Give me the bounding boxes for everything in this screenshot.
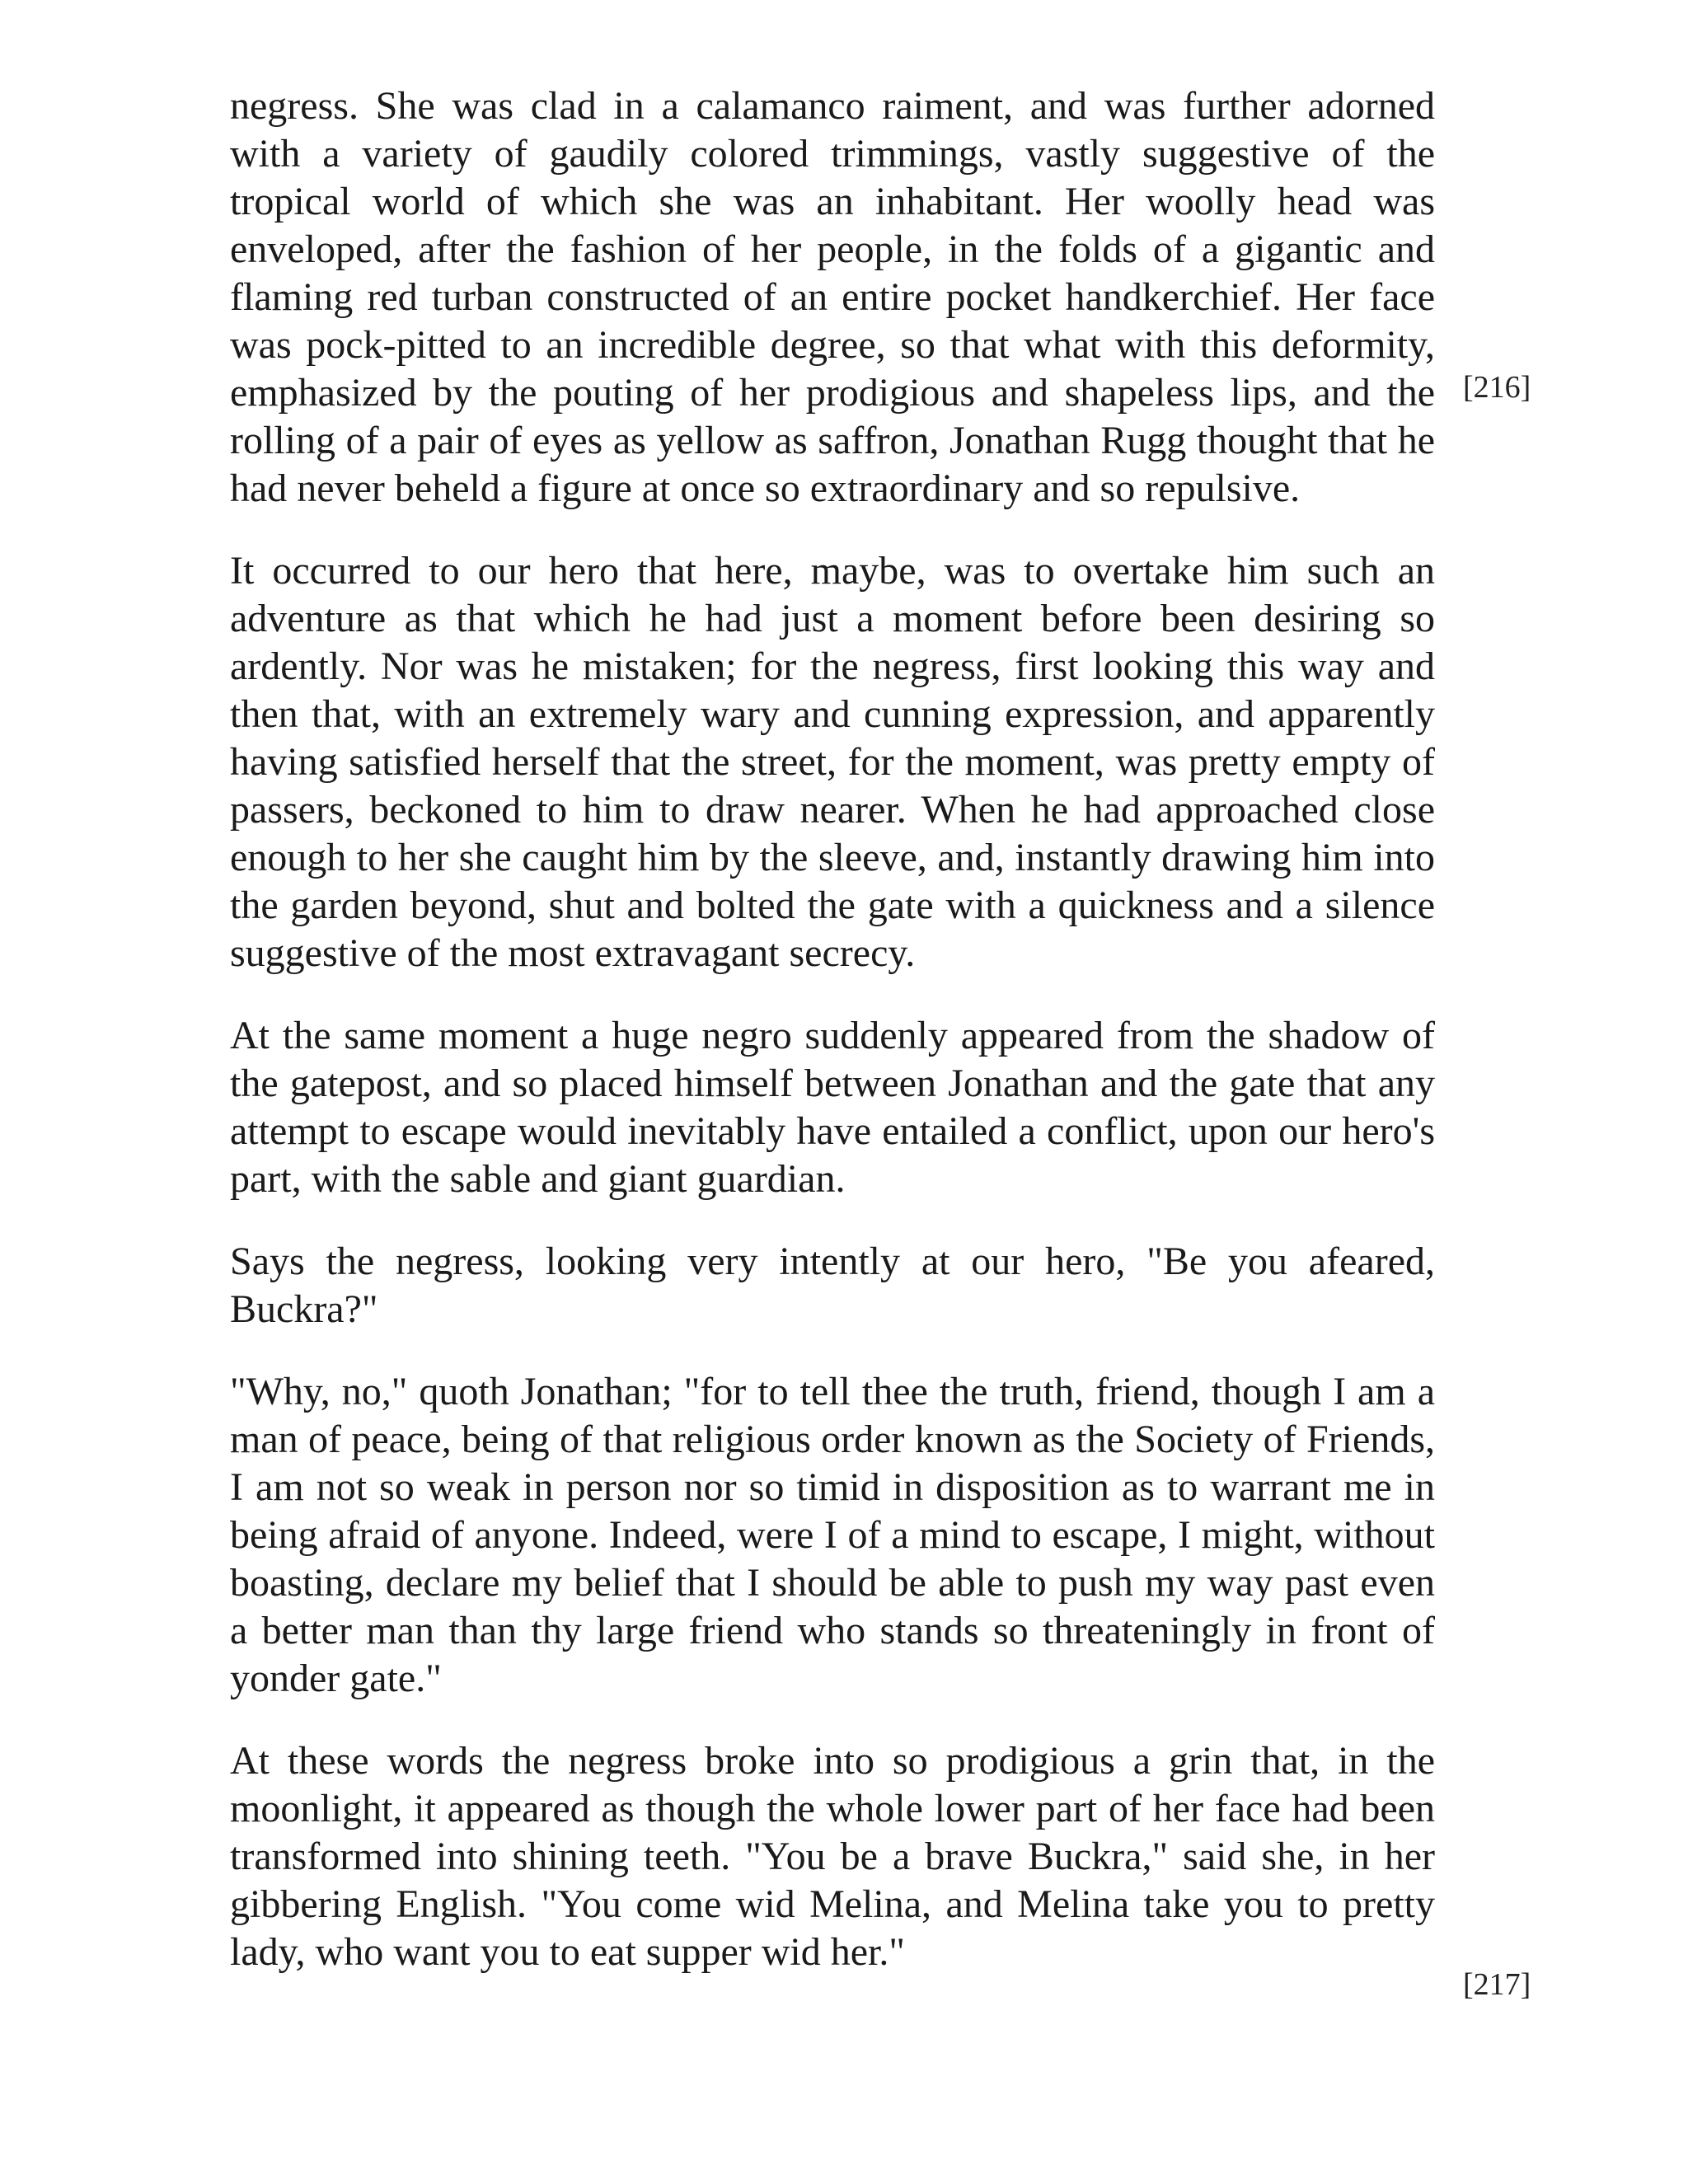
page-number-marker: [217] [1463,1967,1531,2002]
paragraph: "Why, no," quoth Jonathan; "for to tell thee the truth, friend, though I am a man of peace, being of that religious order known as the Society of Friends, I am not so weak in person nor so timid in disposition as to warrant me in being afraid of anyone. Indeed, were I of a mind to escape, I might, without boasting, declare my belief that I should be able to push my way past even a better man than thy large friend who stands so threateningly in front of yonder gate." [230,1370,1435,1700]
paragraph: negress. She was clad in a calamanco raiment, and was further adorned with a variety of gaudily colored trimmings, vastly suggestive of the tropical world of which she was an inhabitant. Her woolly head was enveloped, after the fashion of her people, in the folds of a gigantic and flaming red turban constructed of an entire pocket handkerchief. Her face was pock-pitted to an incredible degree, so that what with this deformity, emphasized by the pouting of her prodigious and shapeless lips, and the rolling of a pair of eyes as yellow as saffron, Jonathan Rugg thought that he had never beheld a figure at once so extraordinary and so repulsive. [230,84,1435,510]
paragraph: At the same moment a huge negro suddenly appeared from the shadow of the gatepost, and so placed himself between Jonathan and the gate that any attempt to escape would inevitably have entailed a conflict, upon our hero's part, with the sable and giant guardian. [230,1014,1435,1201]
paragraph: It occurred to our hero that here, maybe, was to overtake him such an adventure as that which he had just a moment before been desiring so ardently. Nor was he mistaken; for the negress, first looking this way and then that, with an extremely wary and cunning expression, and apparently having satisfied herself that the street, for the moment, was pretty empty of passers, beckoned to him to draw nearer. When he had approached close enough to her she caught him by the sleeve, and, instantly drawing him into the garden beyond, shut and bolted the gate with a quickness and a silence suggestive of the most extravagant secrecy. [230,549,1435,975]
paragraph: At these words the negress broke into so prodigious a grin that, in the moonlight, it appeared as though the whole lower part of her face had been transformed into shining teeth. "You be a brave Buckra," said she, in her gibbering English. "You come wid Melina, and Melina take you to pretty lady, who want you to eat supper wid her." [230,1739,1435,1974]
paragraph: Says the negress, looking very intently at our hero, "Be you afeared, Buckra?" [230,1240,1435,1331]
page-text [230,82,1435,2011]
page-number-marker: [216] [1463,370,1531,405]
